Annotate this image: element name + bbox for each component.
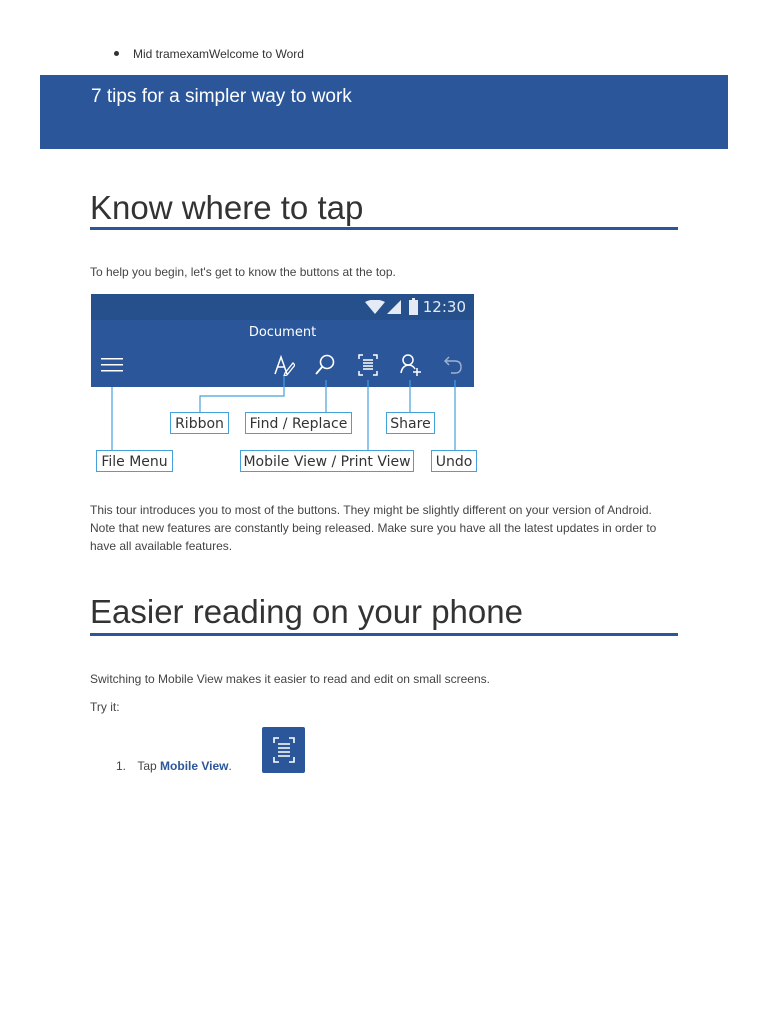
step-number: 1. [116, 759, 127, 773]
mobile-view-button-image [262, 727, 305, 773]
try-it-label: Try it: [90, 700, 120, 714]
callout-share: Share [386, 412, 435, 434]
callout-undo: Undo [431, 450, 477, 472]
document-title: Document [248, 325, 317, 340]
banner-title: 7 tips for a simpler way to work [91, 86, 352, 107]
mobile-view-paragraph: Switching to Mobile View makes it easier to read and edit on small screens. [90, 672, 490, 686]
tour-paragraph: This tour introduces you to most of the buttons. They might be slightly different on your version of Android. Note that new features are constantly being released. Make sure you have all the latest updates in order to have all available features. [90, 503, 657, 553]
callout-file-menu: File Menu [96, 450, 173, 472]
callout-ribbon: Ribbon [170, 412, 229, 434]
status-time: 12:30 [422, 298, 466, 316]
heading-rule-2 [90, 633, 678, 636]
section-heading-easier-reading: Easier reading on your phone [90, 593, 523, 630]
callout-mobile-print-view: Mobile View / Print View [240, 450, 414, 472]
mobile-view-icon [273, 737, 295, 763]
bullet-text: Mid tramexamWelcome to Word [133, 47, 304, 61]
step-suffix: . [228, 759, 232, 773]
callout-find-replace: Find / Replace [245, 412, 352, 434]
intro-paragraph: To help you begin, let's get to know the buttons at the top. [90, 265, 396, 279]
step-list-item [116, 759, 232, 773]
step-mobile-view-link: Mobile View [160, 759, 229, 773]
step-prefix: Tap [137, 759, 161, 773]
section-heading-know-where-to-tap: Know where to tap [90, 189, 364, 226]
